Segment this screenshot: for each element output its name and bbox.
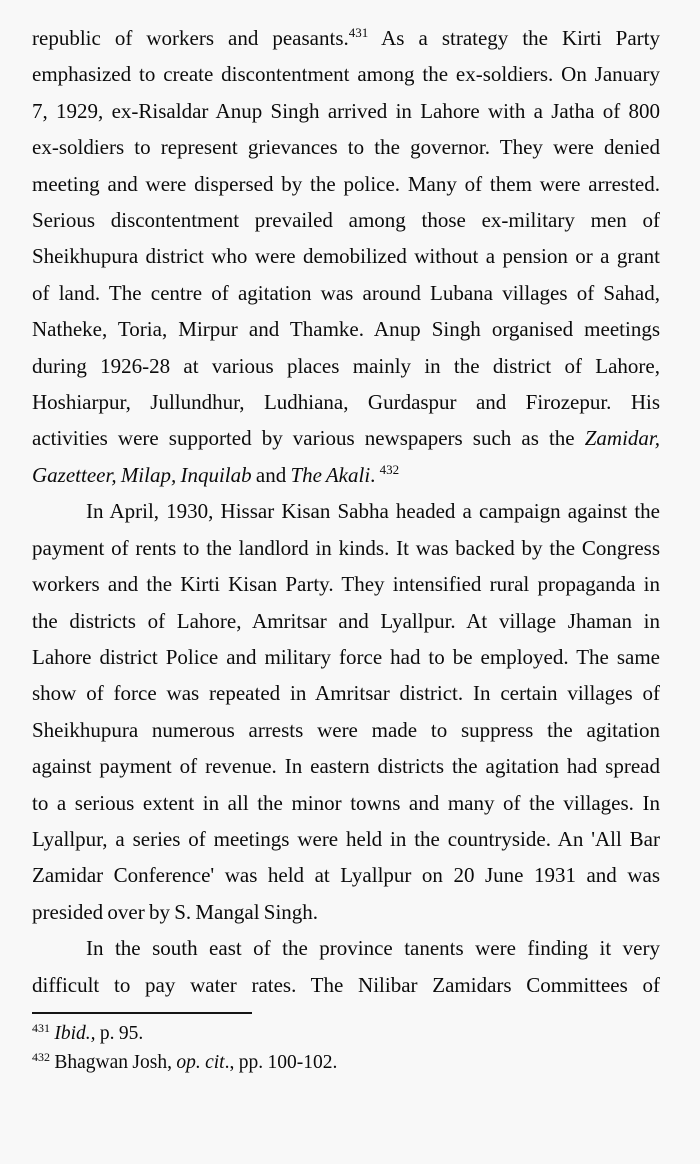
text-segment: workers and the Kirti Kisan Party. They intensified rural propaganda in [32, 572, 660, 597]
text-segment: payment of rents to the landlord in kinds. It was backed by the Congress [32, 535, 660, 560]
text-segment: ex-soldiers to represent grievances to the governor. They were denied [32, 135, 660, 160]
text-segment: Natheke, Toria, Mirpur and Thamke. Anup Singh organised meetings [32, 317, 660, 342]
italic-text-segment: Zamidar, [584, 426, 660, 451]
text-segment: meeting and were dispersed by the police. Many of them were arrested. [32, 171, 660, 196]
text-segment: presided over by S. Mangal Singh. [32, 899, 319, 924]
footnote-item [32, 1019, 660, 1048]
text-line [32, 56, 660, 92]
footnote-reference: 432 [379, 461, 400, 477]
text-segment: As a strategy the Kirti Party [368, 26, 661, 50]
text-segment: during 1926-28 at various places mainly in the district of Lahore, [32, 353, 660, 378]
text-line [32, 420, 660, 456]
text-segment: and [251, 462, 291, 487]
footnotes [32, 1019, 660, 1077]
text-segment: . [370, 462, 380, 487]
page-body-text [32, 20, 660, 1003]
text-segment: In April, 1930, Hissar Kisan Sabha headed a campaign against the [86, 499, 660, 524]
footnote-item [32, 1048, 660, 1077]
text-line [32, 821, 660, 857]
text-segment: the districts of Lahore, Amritsar and Lyallpur. At village Jhaman in [32, 608, 660, 633]
text-line [32, 202, 660, 238]
text-line [32, 566, 660, 602]
text-line [32, 348, 660, 384]
text-line [32, 712, 660, 748]
text-line [32, 785, 660, 821]
text-line [32, 20, 660, 56]
text-segment: Sheikhupura numerous arrests were made to suppress the agitation [32, 717, 660, 742]
text-segment: Sheikhupura district who were demobilized without a pension or a grant [32, 244, 660, 269]
text-segment: Zamidar Conference' was held at Lyallpur on 20 June 1931 and was [32, 863, 660, 888]
text-segment: of land. The centre of agitation was around Lubana villages of Sahad, [32, 280, 660, 305]
footnote-number: 431 [32, 1020, 50, 1035]
text-line [32, 311, 660, 347]
text-line [32, 457, 660, 493]
text-line [32, 384, 660, 420]
text-segment: Lahore district Police and military force had to be employed. The same [32, 644, 660, 669]
text-line [32, 857, 660, 893]
text-line [32, 675, 660, 711]
text-segment: Serious discontentment prevailed among those ex-military men of [32, 208, 660, 233]
text-line [32, 603, 660, 639]
text-segment: show of force was repeated in Amritsar district. In certain villages of [32, 681, 660, 706]
text-line [32, 967, 660, 1003]
text-line [32, 748, 660, 784]
text-segment: activities were supported by various newspapers such as the [32, 426, 585, 451]
text-segment: emphasized to create discontentment among the ex-soldiers. On January [32, 62, 660, 87]
text-segment: ., pp. 100-102. [224, 1051, 338, 1073]
text-line [32, 129, 660, 165]
footnote-number: 432 [32, 1049, 50, 1064]
text-segment: Hoshiarpur, Jullundhur, Ludhiana, Gurdaspur and Firozepur. His [32, 390, 660, 415]
text-segment: to a serious extent in all the minor towns and many of the villages. In [32, 790, 660, 815]
text-line [32, 930, 660, 966]
text-segment: against payment of revenue. In eastern districts the agitation had spread [32, 754, 660, 779]
text-segment: Bhagwan Josh, [54, 1051, 177, 1073]
text-segment: 7, 1929, ex-Risaldar Anup Singh arrived in Lahore with a Jatha of 800 [32, 98, 660, 123]
footnote-separator [32, 1012, 252, 1014]
text-line [32, 93, 660, 129]
italic-text-segment: op. cit [176, 1051, 225, 1073]
text-line [32, 894, 660, 930]
text-line [32, 275, 660, 311]
text-segment: republic of workers and peasants. [32, 26, 349, 50]
text-line [32, 238, 660, 274]
text-line [32, 166, 660, 202]
text-line [32, 493, 660, 529]
footnote-reference: 431 [348, 25, 369, 40]
text-segment: p. 95. [95, 1022, 144, 1044]
text-line [32, 639, 660, 675]
text-segment: Lyallpur, a series of meetings were held in the countryside. An 'All Bar [32, 826, 660, 851]
text-line [32, 530, 660, 566]
text-segment: In the south east of the province tanents were finding it very [86, 936, 660, 961]
italic-text-segment: Ibid., [54, 1022, 96, 1044]
italic-text-segment: Gazetteer, Milap, Inquilab [32, 462, 252, 487]
text-segment: difficult to pay water rates. The Nilibar Zamidars Committees of [32, 972, 660, 997]
italic-text-segment: The Akali [290, 462, 371, 487]
